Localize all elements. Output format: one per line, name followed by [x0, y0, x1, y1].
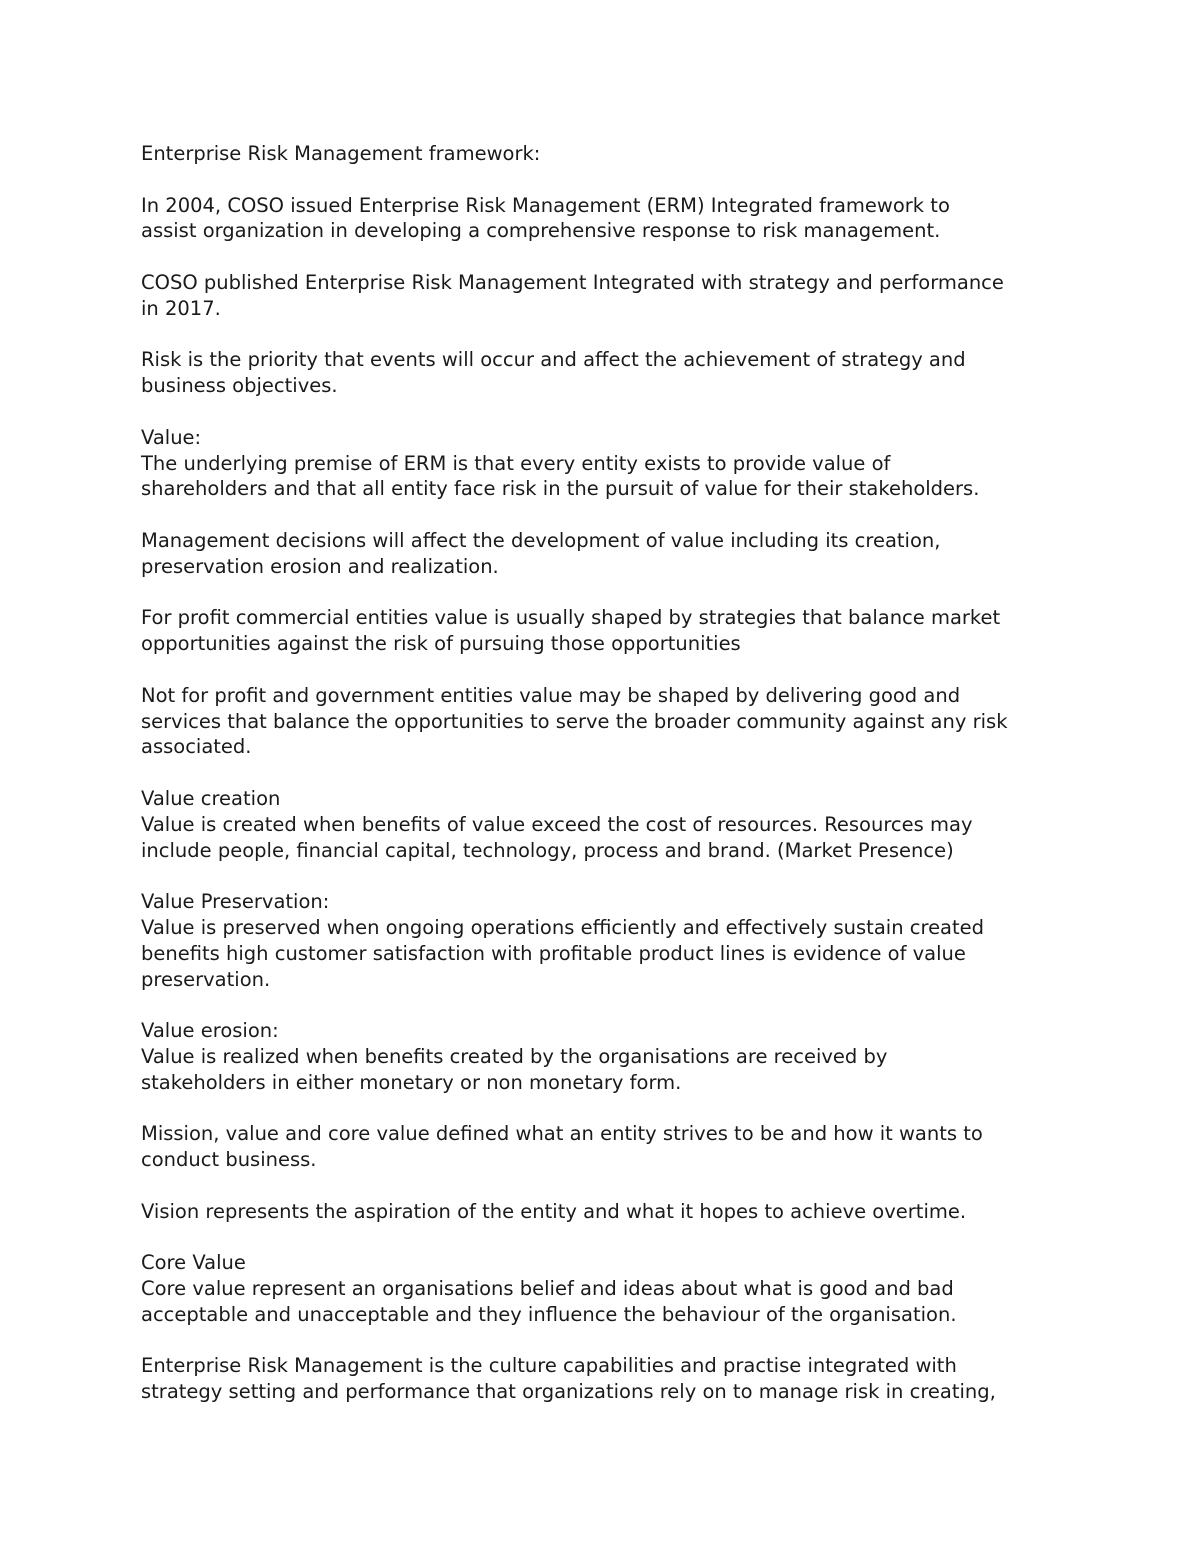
- text-line: benefits high customer satisfaction with profitable product lines is evidence of value: [141, 941, 966, 965]
- text-line: Enterprise Risk Management framework:: [141, 142, 541, 165]
- text-line: Enterprise Risk Management is the culture capabilities and practise integrated with: [141, 1354, 957, 1378]
- text-line: Mission, value and core value defined what an entity strives to be and how it wants to: [141, 1122, 983, 1146]
- paragraph-for-profit: [141, 605, 1066, 657]
- text-line: Value is created when benefits of value exceed the cost of resources. Resources may: [141, 812, 973, 836]
- text-line: In 2004, COSO issued Enterprise Risk Management (ERM) Integrated framework to: [141, 193, 950, 217]
- section-heading: Value erosion:: [141, 1019, 279, 1043]
- text-line: assist organization in developing a comprehensive response to risk management.: [141, 219, 941, 243]
- text-line: Core value represent an organisations belief and ideas about what is good and bad: [141, 1277, 954, 1301]
- text-line: acceptable and unacceptable and they influence the behaviour of the organisation.: [141, 1302, 957, 1326]
- section-heading: Core Value: [141, 1251, 246, 1275]
- paragraph-vision: [141, 1199, 1066, 1225]
- text-line: shareholders and that all entity face risk in the pursuit of value for their stakeholders.: [141, 477, 980, 501]
- section-value: [141, 425, 1066, 502]
- text-line: For profit commercial entities value is usually shaped by strategies that balance market: [141, 606, 1001, 630]
- text-line: The underlying premise of ERM is that every entity exists to provide value of: [141, 451, 891, 475]
- text-line: Value is realized when benefits created by the organisations are received by: [141, 1044, 888, 1068]
- text-line: Not for profit and government entities value may be shaped by delivering good and: [141, 683, 961, 707]
- paragraph-risk-definition: [141, 347, 1066, 399]
- text-line: Management decisions will affect the development of value including its creation,: [141, 528, 941, 552]
- section-heading: Value Preservation:: [141, 890, 330, 914]
- heading-erm-framework: [141, 141, 1066, 167]
- section-value-creation: [141, 786, 1066, 863]
- section-core-value: [141, 1250, 1066, 1327]
- paragraph-coso-2004: [141, 193, 1066, 245]
- paragraph-not-for-profit: [141, 683, 1066, 760]
- section-heading: Value:: [141, 425, 202, 449]
- document-body: [141, 141, 1066, 1431]
- text-line: COSO published Enterprise Risk Management Integrated with strategy and performance: [141, 270, 1004, 294]
- text-line: preservation.: [141, 967, 271, 991]
- text-line: Vision represents the aspiration of the entity and what it hopes to achieve overtime.: [141, 1199, 967, 1223]
- text-line: services that balance the opportunities to serve the broader community against any risk: [141, 709, 1008, 733]
- paragraph-coso-2017: [141, 270, 1066, 322]
- text-line: strategy setting and performance that organizations rely on to manage risk in creating,: [141, 1380, 996, 1404]
- section-value-erosion: [141, 1018, 1066, 1095]
- section-heading: Value creation: [141, 786, 281, 810]
- text-line: business objectives.: [141, 374, 338, 398]
- text-line: opportunities against the risk of pursuing those opportunities: [141, 632, 741, 656]
- paragraph-management-decisions: [141, 528, 1066, 580]
- text-line: stakeholders in either monetary or non monetary form.: [141, 1070, 682, 1094]
- text-line: Value is preserved when ongoing operations efficiently and effectively sustain created: [141, 915, 985, 939]
- paragraph-erm-definition: [141, 1353, 1066, 1405]
- text-line: in 2017.: [141, 296, 221, 320]
- text-line: associated.: [141, 735, 252, 759]
- text-line: Risk is the priority that events will occur and affect the achievement of strategy and: [141, 348, 966, 372]
- section-value-preservation: [141, 889, 1066, 992]
- text-line: include people, financial capital, technology, process and brand. (Market Presence): [141, 838, 954, 862]
- text-line: preservation erosion and realization.: [141, 554, 499, 578]
- paragraph-mission: [141, 1121, 1066, 1173]
- text-line: conduct business.: [141, 1148, 317, 1172]
